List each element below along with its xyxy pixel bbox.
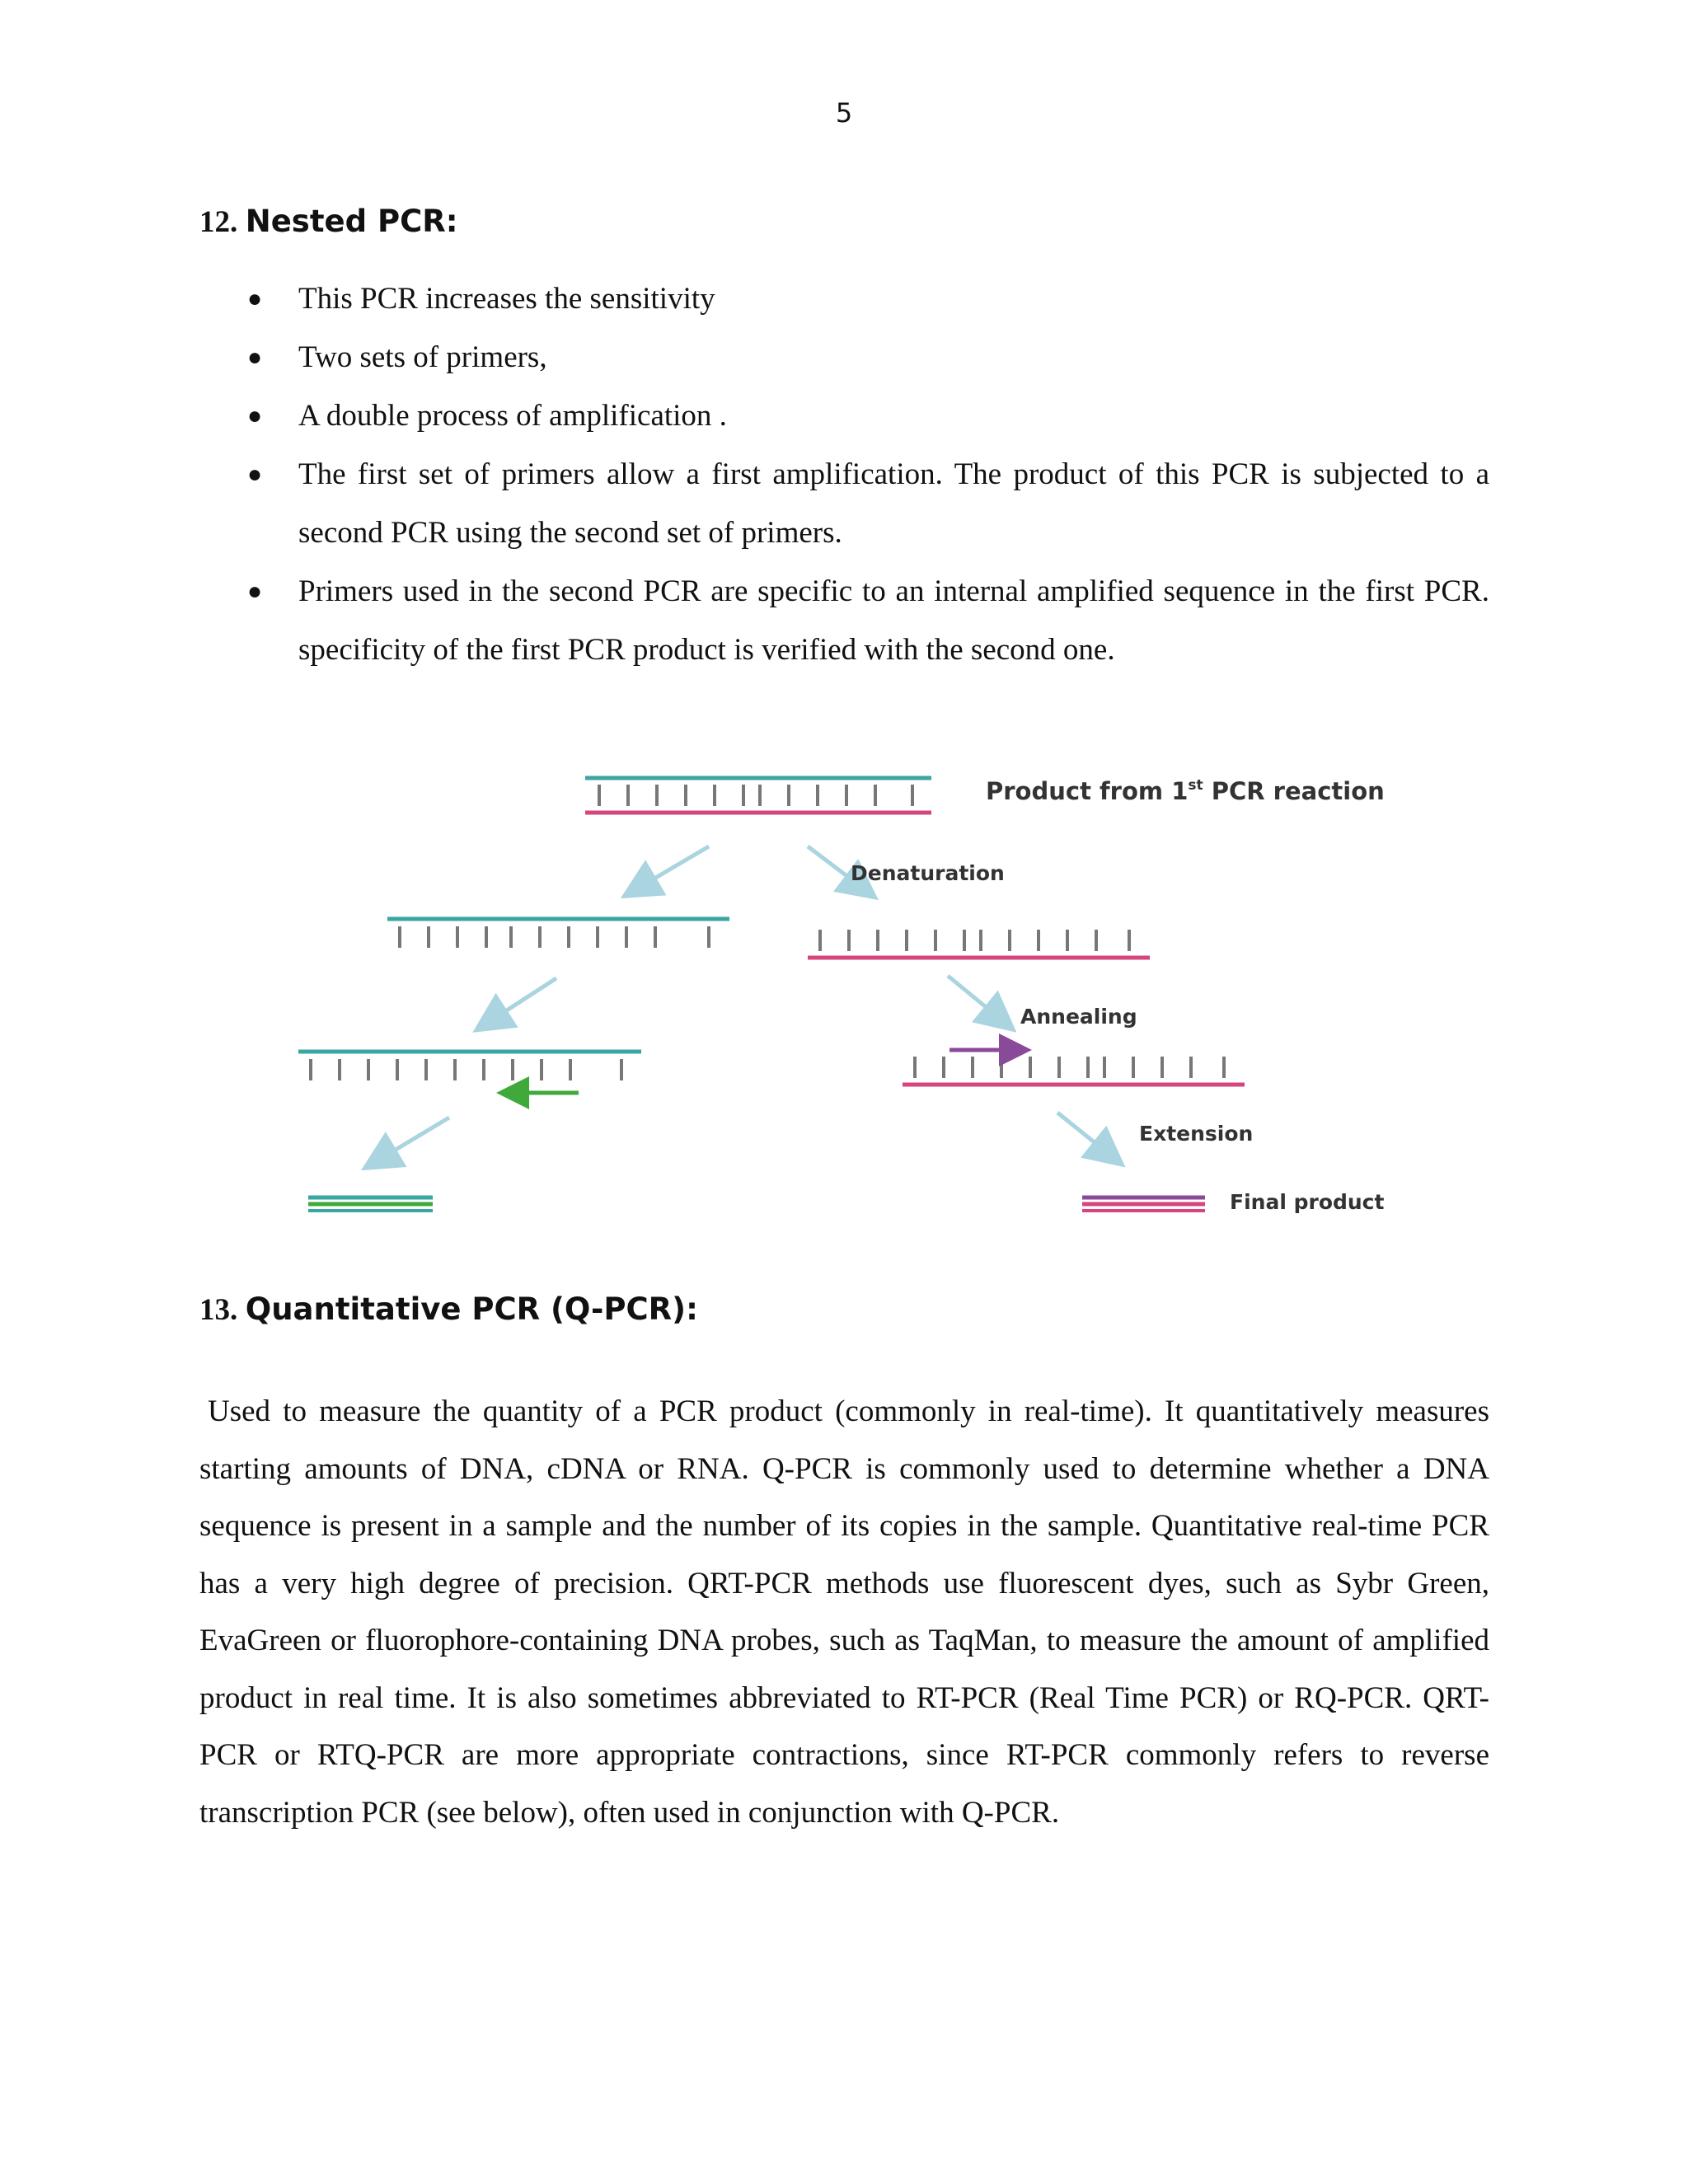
arrow-left-anneal (486, 978, 556, 1024)
right-annealed-strand (903, 1050, 1245, 1085)
left-final-product (308, 1197, 433, 1211)
section-13-number: 13. (199, 1293, 238, 1327)
label-denaturation: Denaturation (851, 861, 1005, 885)
bullet-text: Primers used in the second PCR are specific to an internal amplified sequence in the first PCR. specificity of the first PCR product is verified with the second one. (298, 574, 1489, 667)
arrow-left-extend (375, 1118, 449, 1162)
label-annealing: Annealing (1020, 1005, 1137, 1029)
bullet-dot-icon: ● (247, 461, 263, 488)
bullet-item (199, 269, 1489, 328)
section-12-title: Nested PCR: (245, 204, 458, 239)
arrow-left-denature (635, 846, 709, 890)
nested-pcr-svg (272, 752, 1467, 1230)
bullet-item (199, 328, 1489, 387)
section-12-number: 12. (199, 205, 238, 239)
nested-pcr-diagram (272, 752, 1467, 1230)
right-final-product (1082, 1197, 1205, 1211)
right-single-strand (808, 930, 1150, 958)
bullet-dot-icon: ● (247, 344, 263, 371)
bullet-text: A double process of amplification . (298, 399, 727, 433)
section-12-heading (199, 201, 458, 243)
bullet-item (199, 562, 1489, 679)
bullet-item (199, 445, 1489, 562)
page-number: 5 (835, 97, 853, 129)
nested-pcr-bullet-list (199, 269, 1489, 679)
section-13-heading (199, 1289, 698, 1331)
bullet-dot-icon: ● (247, 285, 263, 312)
bullet-dot-icon: ● (247, 402, 263, 429)
bullet-text: The first set of primers allow a first amplification. The product of this PCR is subjected to a second PCR using the second set of primers. (298, 457, 1489, 550)
arrow-right-extend (1057, 1113, 1113, 1157)
label-final-product: Final product (1230, 1190, 1385, 1214)
label-extension: Extension (1139, 1122, 1254, 1146)
left-annealed-strand (298, 1052, 641, 1093)
qpcr-paragraph (199, 1383, 1489, 1841)
arrow-right-anneal (948, 976, 1004, 1022)
left-single-strand (387, 919, 729, 948)
bullet-dot-icon: ● (247, 578, 263, 605)
bullet-text: Two sets of primers, (298, 340, 547, 374)
section-13-title: Quantitative PCR (Q-PCR): (245, 1291, 698, 1327)
bullet-item (199, 387, 1489, 445)
bullet-text: This PCR increases the sensitivity (298, 282, 715, 316)
first-product-double-strand (585, 778, 931, 813)
qpcr-paragraph-text: Used to measure the quantity of a PCR product (commonly in real-time). It quantitatively measures starting amounts of DNA, cDNA or RNA. Q-PCR is commonly used to determine whether a DNA sequence is present in a sample and the number of its copies in the sample. Quantitative real-time PCR has a very high degree of precision. QRT-PCR methods use fluorescent dyes, such as Sybr Green, EvaGreen or fluorophore-containing DNA probes, such as TaqMan, to measure the amount of amplified product in real time. It is also sometimes abbreviated to RT-PCR (Real Time PCR) or RQ-PCR. QRT-PCR or RTQ-PCR are more appropriate contractions, since RT-PCR commonly refers to reverse transcription PCR (see below), often used in conjunction with Q-PCR. (199, 1394, 1489, 1830)
label-product-first-pcr: Product from 1st PCR reaction (986, 777, 1385, 805)
